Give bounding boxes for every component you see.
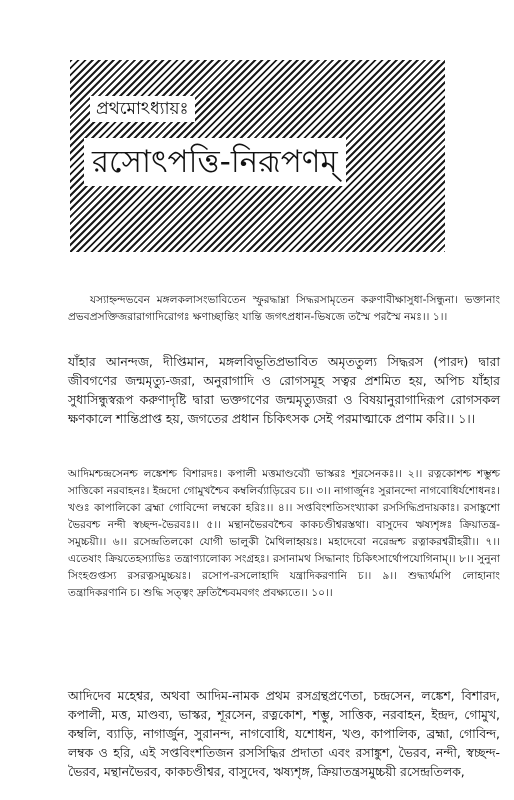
sanskrit-verses-2-10: আদিমশ্চন্দ্রসেনশ্চ লঙ্কেশশ্চ বিশারদঃ। কপালী মত্তমাণ্ডব্যৌ ভাস্করঃ শূরসেনকঃ।। ২।। রত্নকোশশ্চ শম্ভুশ্চ সাত্তিকো নরবাহনঃ। ইন্দ্রদো গোমুখশ্চৈব কম্বলির্ব্যাড়িরেব চ।। ৩।। নাগার্জুনঃ সুরানন্দো নাগবোধির্যশোধনঃ। খণ্ডঃ কাপালিকো ব্রহ্মা গোবিন্দো লম্বকো হরিঃ।। ৪।। সপ্তবিংশতিসংখ্যাকা রসসিদ্ধিপ্রদায়কাঃ। রসাঙ্কুশো ভৈরবশ্চ নন্দী স্বচ্ছন্দ-ভৈরবঃ।। ৫।। মন্থানভৈরবশ্চৈব কাকচণ্ডীশ্বরস্তথা। বাসুদেব ঋষ্যশৃঙ্গঃ ক্রিয়াতন্ত্র-সমুচ্চয়ী।। ৬।। রসেন্দ্রতিলকো যোগী ভালুকী মৈথিলাহ্বয়ঃ। মহাদেবো নরেন্দ্রশ্চ রত্নাকরশ্বরীহরী।। ৭।। এতেষাং ক্রিয়তেহস্যাভিঃ তন্ত্রাণ্যালোক্য সংগ্রহঃ। রসানামথ সিদ্ধানাং চিকিৎসার্থোপযোগিনাম্।। ৮।। সুনুনা সিংহগুপ্তস্য রসরত্নসমুচ্চয়ঃ। রসোপ-রসলোহাদি যন্ত্রাদিকরণানি চ।। ৯।। শুদ্ধ্যর্থমপি লোহানাং তন্ত্রাদিকরণানি চ। শুদ্ধি সত্ত্বং দ্রুতিশ্চৈবমবগং প্রবক্ষ্যতে।। ১০।। xyxy=(68,468,500,599)
bengali-translation-1: যাঁহার আনন্দজ, দীপ্তিমান, মঙ্গলবিভূতিপ্রভাবিত অমৃততুল্য সিদ্ধরস (পারদ) দ্বারা জীবগণের জন্মমৃত্যু-জরা, অনুরাগাদি ও রোগসমূহ সত্বর প্রশমিত হয়, অপিচ যাঁহার সুধাসিন্ধুস্বরূপ করুণাদৃষ্টি দ্বারা ভক্তগণের জন্মমৃত্যুজরা ও বিষয়ানুরাগাদিরূপ রোগসকল ক্ষণকালে শান্তিপ্রাপ্ত হয়, জগতের প্রধান চিকিৎসক সেই পরমাত্মাকে প্রণাম করি।। ১।। xyxy=(68,354,500,426)
chapter-label: প্রথমোঽধ্যায়ঃ xyxy=(90,96,195,122)
bengali-translation-2: আদিদেব মহেশ্বর, অথবা আদিম-নামক প্রথম রসগ্রন্থপ্রণেতা, চন্দ্রসেন, লঙ্কেশ, বিশারদ, কপালী, মত্ত, মাণ্ডব্য, ভাস্কর, শূরসেন, রত্নকোশ, শম্ভু, সাত্তিক, নরবাহন, ইন্দ্রদ, গোমুখ, কম্বলি, ব্যাড়ি, নাগার্জুন, সুরানন্দ, নাগবোধি, যশোধন, খণ্ড, কাপালিক, ব্রহ্মা, গোবিন্দ, লম্বক ও হরি, এই সপ্তবিংশতিজন রসসিদ্ধির প্রদাতা এবং রসাঙ্কুশ, ভৈরব, নন্দী, স্বচ্ছন্দ-ভৈরব, মন্থানভৈরব, কাকচণ্ডীশ্বর, বাসুদেব, ঋষ্যশৃঙ্গ, ক্রিয়াতন্ত্রসমুচ্চয়ী রসেন্দ্রতিলক, xyxy=(68,688,500,779)
sanskrit-verse-1: যস্যাহ্নন্দভবেন মঙ্গলকলাসংভাবিতেন স্ফুরদ্ধাম্না সিদ্ধরসামৃতেন করুণাবীক্ষাসুধা-সিন্ধুনা। ভক্তানাং প্রভবপ্রসক্তিজরারাগাদিরোগঃ ক্ষণাচ্ছান্তিং যান্তি জগৎপ্রধান-ভিষজে তস্মৈ পরস্মৈ নমঃ।। ১।। xyxy=(68,294,500,323)
chapter-title: রসোৎপত্তি-নিরূপণম্ xyxy=(84,138,346,186)
